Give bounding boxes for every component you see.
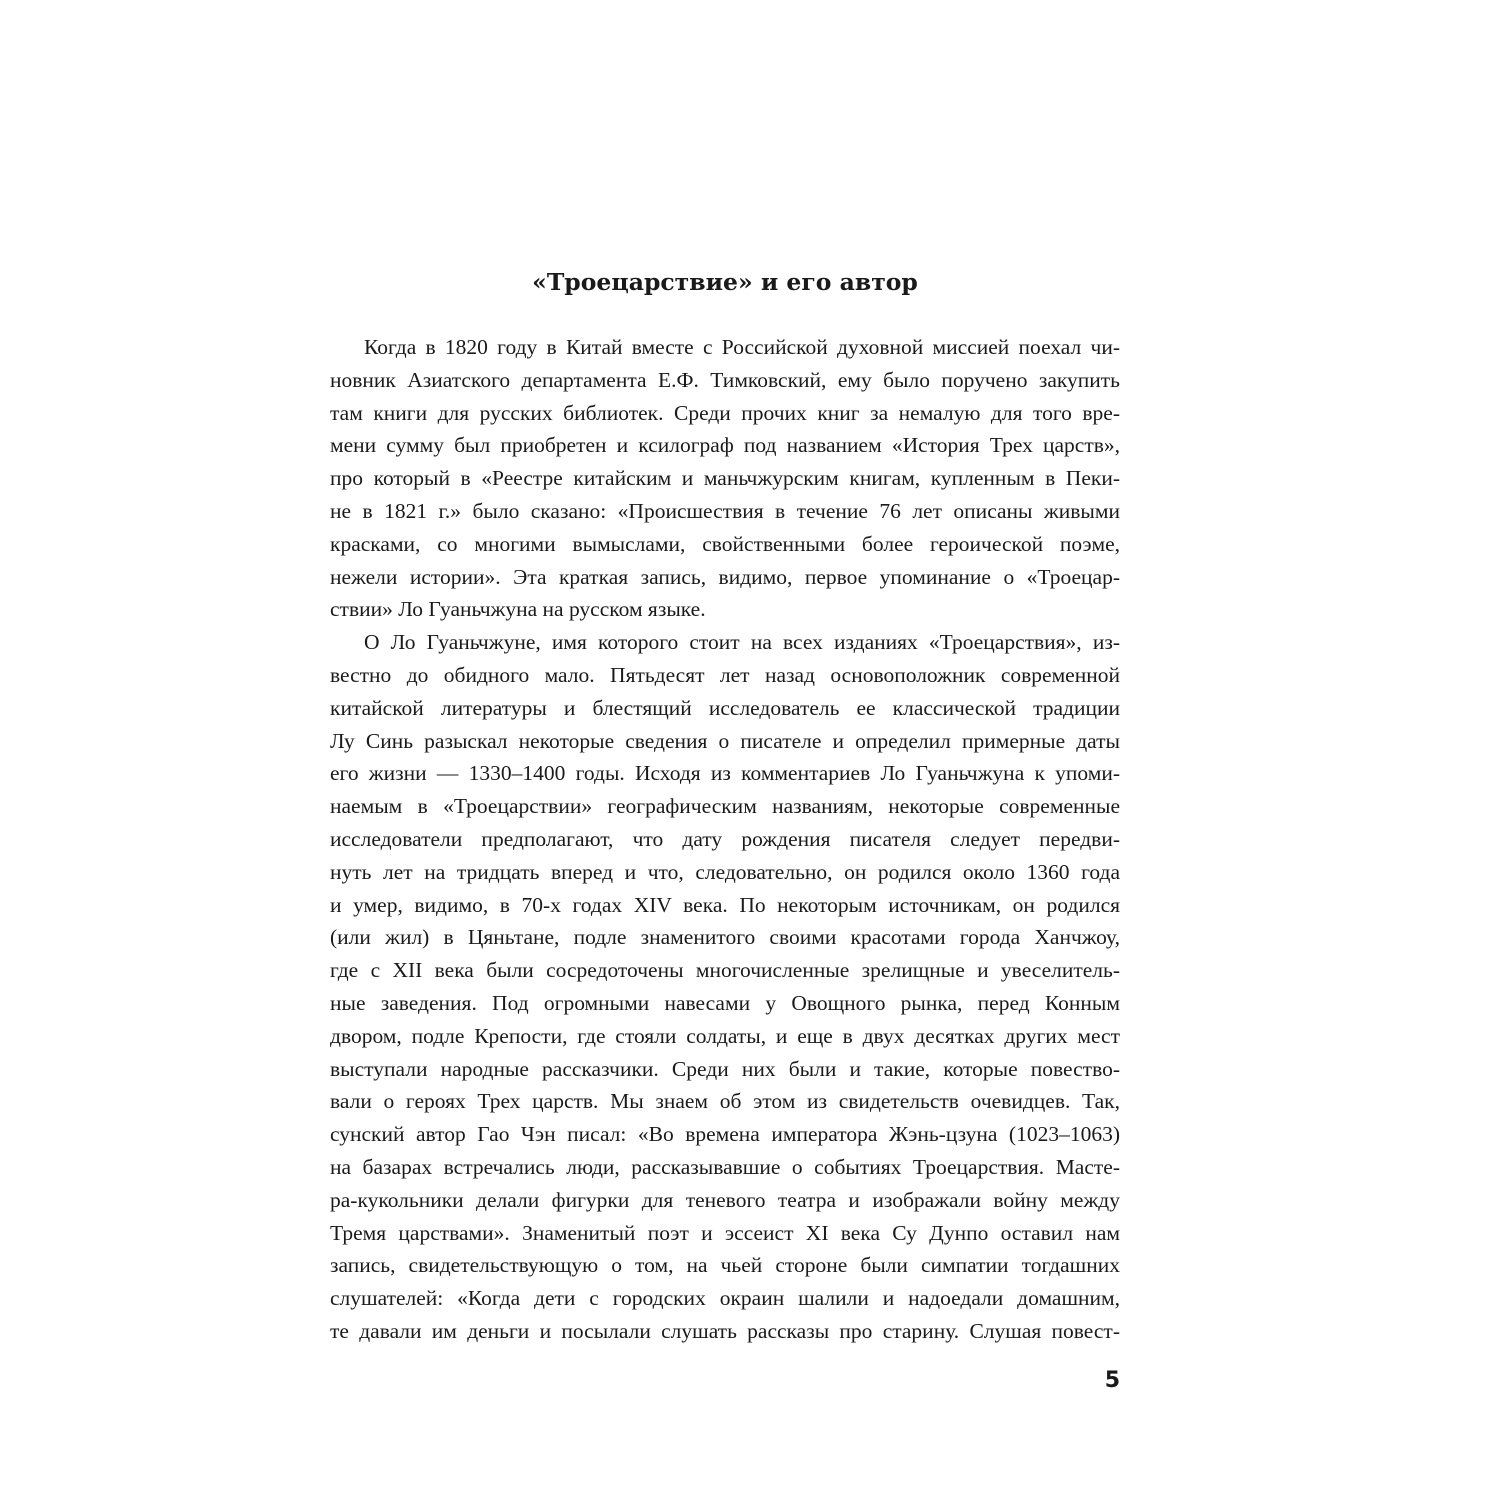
text-line: О Ло Гуаньчжуне, имя которого стоит на всех изданиях «Троецарствия», из- — [364, 630, 1120, 655]
text-line: Когда в 1820 году в Китай вместе с Российской духовной миссией поехал чи- — [364, 335, 1120, 359]
text-line: слушателей: «Когда дети с городских окраин шалили и надоедали домашним, — [330, 1286, 1120, 1311]
text-line: ра-кукольники делали фигурки для теневого театра и изображали войну между — [330, 1187, 1120, 1212]
text-line: новник Азиатского департамента Е.Ф. Тимковский, ему было поручено закупить — [330, 367, 1120, 392]
text-line: мени сумму был приобретен и ксилограф под названием «История Трех царств», — [330, 433, 1120, 458]
text-line: нуть лет на тридцать вперед и что, следовательно, он родился около 1360 года — [330, 859, 1120, 884]
text-line: вали о героях Трех царств. Мы знаем об этом из свидетельств очевидцев. Так, — [330, 1089, 1120, 1114]
text-line: не в 1821 г.» было сказано: «Происшествия в течение 76 лет описаны живыми — [330, 498, 1120, 523]
text-line: его жизни — 1330–1400 годы. Исходя из комментариев Ло Гуаньчжуна к упоми- — [330, 761, 1120, 786]
text-line: ные заведения. Под огромными навесами у Овощного рынка, перед Конным — [330, 990, 1120, 1015]
text-line: на базарах встречались люди, рассказывавшие о событиях Троецарствия. Масте- — [330, 1154, 1120, 1179]
text-line: Тремя царствами». Знаменитый поэт и эссеист XI века Су Дунпо оставил нам — [330, 1220, 1120, 1245]
text-line: двором, подле Крепости, где стояли солдаты, и еще в двух десятках других мест — [330, 1023, 1120, 1048]
paragraph — [330, 331, 1120, 626]
text-line: те давали им деньги и посылали слушать рассказы про старину. Слушая повест- — [330, 1318, 1120, 1343]
text-line: нежели истории». Эта краткая запись, видимо, первое упоминание о «Троецар- — [330, 564, 1120, 589]
text-line: выступали народные рассказчики. Среди них были и такие, которые повество- — [330, 1056, 1120, 1081]
text-line: и умер, видимо, в 70-х годах XIV века. По некоторым источникам, он родился — [330, 892, 1120, 917]
text-line: вестно до обидного мало. Пятьдесят лет назад основоположник современной — [330, 662, 1120, 687]
page-number: 5 — [1104, 1368, 1120, 1393]
chapter-heading: «Троецарствие» и его автор — [532, 268, 918, 296]
text-line: ствии» Ло Гуаньчжуна на русском языке. — [330, 597, 706, 622]
text-line: запись, свидетельствующую о том, на чьей стороне были симпатии тогдашних — [330, 1253, 1120, 1278]
paragraph — [330, 626, 1120, 1348]
text-line: там книги для русских библиотек. Среди прочих книг за немалую для того вре- — [330, 400, 1120, 425]
text-line: исследователи предполагают, что дату рождения писателя следует передви- — [330, 826, 1120, 851]
text-line: Лу Синь разыскал некоторые сведения о писателе и определил примерные даты — [330, 728, 1120, 753]
text-line: китайской литературы и блестящий исследователь ее классической традиции — [330, 695, 1120, 720]
text-line: красками, со многими вымыслами, свойственными более героической поэме, — [330, 531, 1120, 556]
body-text — [330, 331, 1120, 1348]
text-line: про который в «Реестре китайским и маньчжурским книгам, купленным в Пеки- — [330, 466, 1120, 491]
text-line: наемым в «Троецарствии» географическим названиям, некоторые современные — [330, 794, 1120, 819]
text-line: где с XII века были сосредоточены многочисленные зрелищные и увеселитель- — [330, 958, 1120, 983]
text-line: (или жил) в Цяньтане, подле знаменитого своими красотами города Ханчжоу, — [330, 925, 1120, 950]
text-line: сунский автор Гао Чэн писал: «Во времена императора Жэнь-цзуна (1023–1063) — [330, 1122, 1120, 1147]
